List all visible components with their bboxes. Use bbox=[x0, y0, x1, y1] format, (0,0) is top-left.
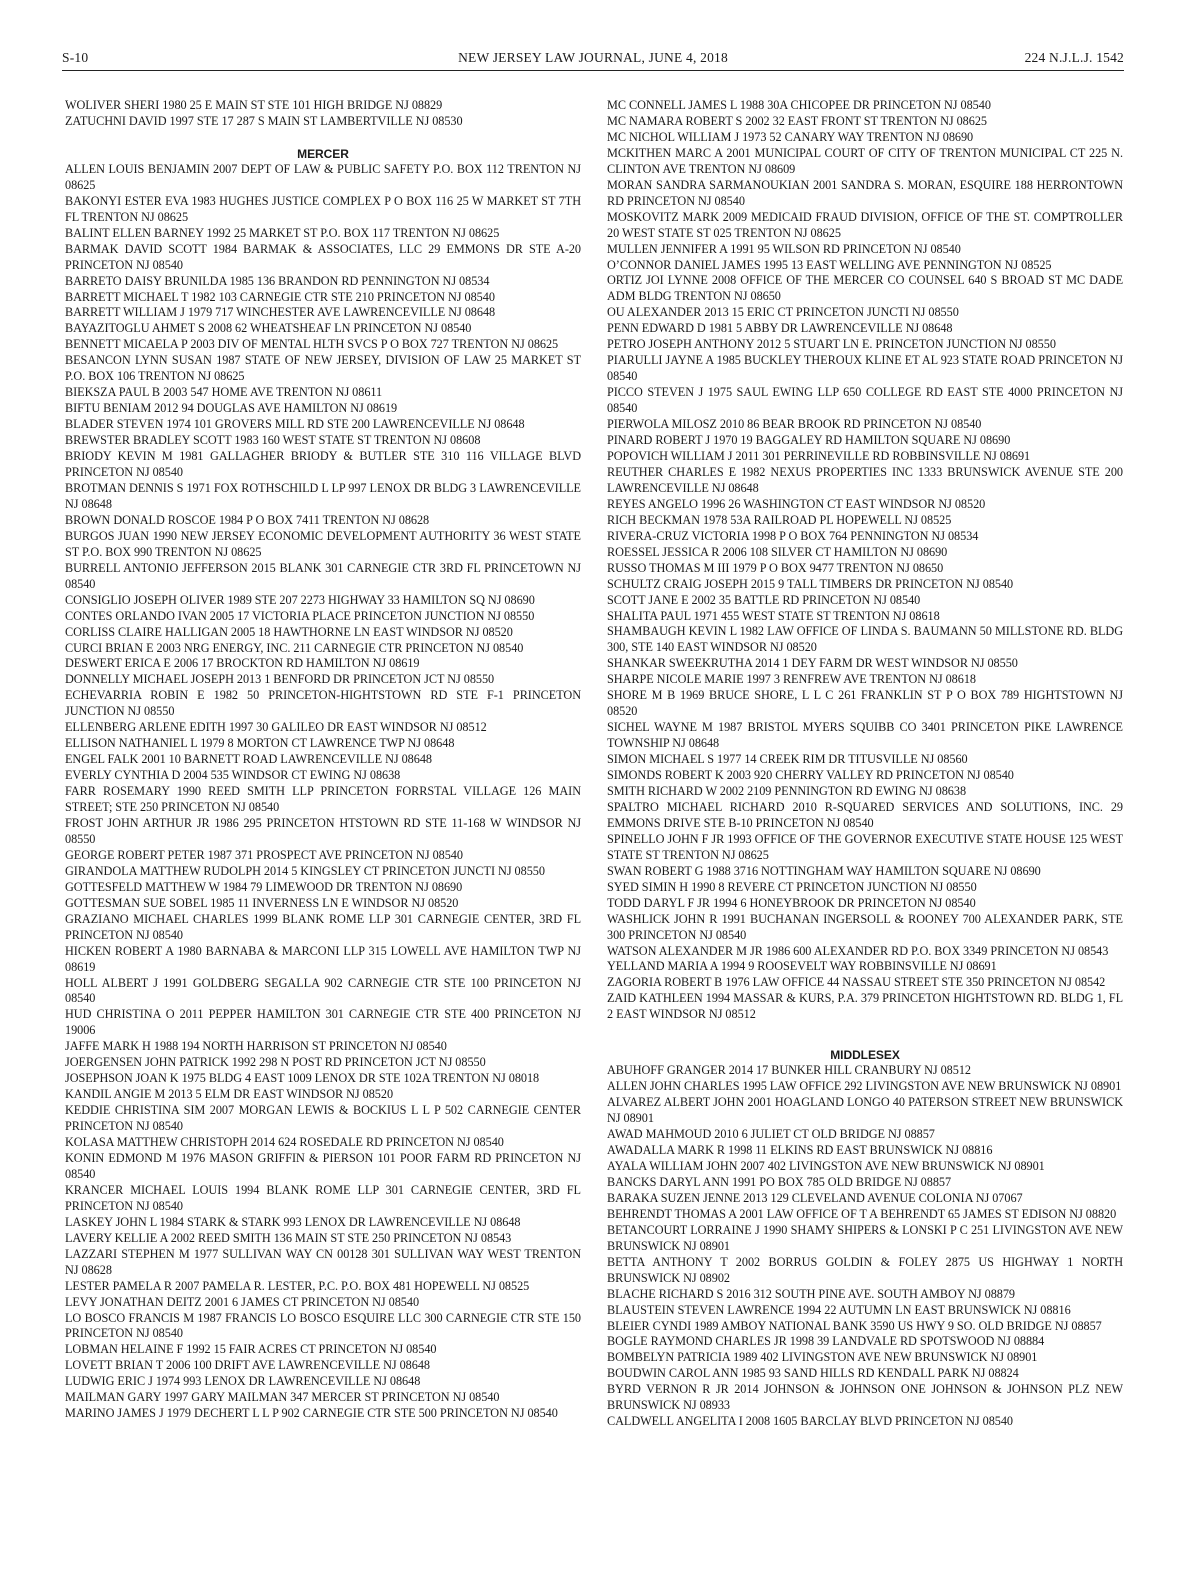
directory-entry: BOMBELYN PATRICIA 1989 402 LIVINGSTON AVE NEW BRUNSWICK NJ 08901 bbox=[607, 1350, 1038, 1365]
directory-entry: YELLAND MARIA A 1994 9 ROOSEVELT WAY ROBBINSVILLE NJ 08691 bbox=[607, 959, 997, 974]
directory-entry: POPOVICH WILLIAM J 2011 301 PERRINEVILLE RD ROBBINSVILLE NJ 08691 bbox=[607, 448, 1031, 463]
directory-entry: HICKEN ROBERT A 1980 BARNABA & MARCONI LLP 315 LOWELL AVE HAMILTON TWP NJ 08619 bbox=[65, 943, 581, 974]
directory-entry: LASKEY JOHN L 1984 STARK & STARK 993 LENOX DR LAWRENCEVILLE NJ 08648 bbox=[65, 1214, 521, 1229]
directory-entry: MC CONNELL JAMES L 1988 30A CHICOPEE DR PRINCETON NJ 08540 bbox=[607, 98, 991, 112]
directory-entry: REYES ANGELO 1996 26 WASHINGTON CT EAST WINDSOR NJ 08520 bbox=[607, 496, 986, 511]
directory-entry: SIMONDS ROBERT K 2003 920 CHERRY VALLEY RD PRINCETON NJ 08540 bbox=[607, 768, 1014, 783]
directory-entry: GEORGE ROBERT PETER 1987 371 PROSPECT AVE PRINCETON NJ 08540 bbox=[65, 847, 463, 862]
left-column bbox=[65, 98, 581, 1422]
directory-entry: BIFTU BENIAM 2012 94 DOUGLAS AVE HAMILTON NJ 08619 bbox=[65, 401, 398, 416]
directory-entry: DONNELLY MICHAEL JOSEPH 2013 1 BENFORD DR PRINCETON JCT NJ 08550 bbox=[65, 672, 495, 687]
directory-entry: LUDWIG ERIC J 1974 993 LENOX DR LAWRENCEVILLE NJ 08648 bbox=[65, 1374, 421, 1389]
directory-entry: WASHLICK JOHN R 1991 BUCHANAN INGERSOLL & ROONEY 700 ALEXANDER PARK, STE 300 PRINCETON NJ 08540 bbox=[607, 911, 1123, 942]
directory-entry: LOBMAN HELAINE F 1992 15 FAIR ACRES CT PRINCETON NJ 08540 bbox=[65, 1342, 437, 1357]
directory-entry: WOLIVER SHERI 1980 25 E MAIN ST STE 101 HIGH BRIDGE NJ 08829 bbox=[65, 98, 443, 112]
directory-entry: ZATUCHNI DAVID 1997 STE 17 287 S MAIN ST LAMBERTVILLE NJ 08530 bbox=[65, 113, 463, 128]
directory-entry: CONSIGLIO JOSEPH OLIVER 1989 STE 207 2273 HIGHWAY 33 HAMILTON SQ NJ 08690 bbox=[65, 592, 535, 607]
directory-entry: PENN EDWARD D 1981 5 ABBY DR LAWRENCEVILLE NJ 08648 bbox=[607, 321, 953, 336]
directory-entry: SHORE M B 1969 BRUCE SHORE, L L C 261 FRANKLIN ST P O BOX 789 HIGHTSTOWN NJ 08520 bbox=[607, 688, 1123, 719]
directory-entry: EVERLY CYNTHIA D 2004 535 WINDSOR CT EWING NJ 08638 bbox=[65, 768, 401, 783]
directory-entry: KONIN EDMOND M 1976 MASON GRIFFIN & PIERSON 101 POOR FARM RD PRINCETON NJ 08540 bbox=[65, 1151, 581, 1181]
directory-entry: PIERWOLA MILOSZ 2010 86 BEAR BROOK RD PRINCETON NJ 08540 bbox=[607, 417, 982, 432]
directory-entry: LO BOSCO FRANCIS M 1987 FRANCIS LO BOSCO ESQUIRE LLC 300 CARNEGIE CTR STE 150 PRINCETON NJ 08540 bbox=[65, 1310, 581, 1341]
directory-entry: BOUDWIN CAROL ANN 1985 93 SAND HILLS RD KENDALL PARK NJ 08824 bbox=[607, 1366, 1019, 1381]
directory-entry: BARRETT WILLIAM J 1979 717 WINCHESTER AVE LAWRENCEVILLE NJ 08648 bbox=[65, 305, 496, 320]
directory-entry: SYED SIMIN H 1990 8 REVERE CT PRINCETON JUNCTION NJ 08550 bbox=[607, 879, 977, 894]
directory-entry: SCOTT JANE E 2002 35 BATTLE RD PRINCETON NJ 08540 bbox=[607, 592, 921, 607]
directory-entry: MCKITHEN MARC A 2001 MUNICIPAL COURT OF CITY OF TRENTON MUNICIPAL CT 225 N. CLINTON AVE TRENTON NJ 08609 bbox=[607, 145, 1123, 176]
directory-entry: BENNETT MICAELA P 2003 DIV OF MENTAL HLTH SVCS P O BOX 727 TRENTON NJ 08625 bbox=[65, 337, 559, 352]
directory-entry: BARAKA SUZEN JENNE 2013 129 CLEVELAND AVENUE COLONIA NJ 07067 bbox=[607, 1190, 1023, 1205]
directory-entry: BROTMAN DENNIS S 1971 FOX ROTHSCHILD L LP 997 LENOX DR BLDG 3 LAWRENCEVILLE NJ 08648 bbox=[65, 480, 581, 511]
directory-entry: JAFFE MARK H 1988 194 NORTH HARRISON ST PRINCETON NJ 08540 bbox=[65, 1039, 447, 1054]
directory-entry: ECHEVARRIA ROBIN E 1982 50 PRINCETON-HIGHTSTOWN RD STE F-1 PRINCETON JUNCTION NJ 08550 bbox=[65, 688, 581, 719]
directory-entry: KRANCER MICHAEL LOUIS 1994 BLANK ROME LLP 301 CARNEGIE CENTER, 3RD FL PRINCETON NJ 08540 bbox=[65, 1182, 581, 1213]
directory-entry: MOSKOVITZ MARK 2009 MEDICAID FRAUD DIVISION, OFFICE OF THE ST. COMPTROLLER 20 WEST STATE ST 025 TRENTON NJ 08625 bbox=[607, 209, 1123, 240]
directory-entry: PINARD ROBERT J 1970 19 BAGGALEY RD HAMILTON SQUARE NJ 08690 bbox=[607, 433, 1011, 448]
directory-entry: BRIODY KEVIN M 1981 GALLAGHER BRIODY & BUTLER STE 310 116 VILLAGE BLVD PRINCETON NJ 08540 bbox=[65, 449, 581, 480]
directory-entry: BARMAK DAVID SCOTT 1984 BARMAK & ASSOCIATES, LLC 29 EMMONS DR STE A-20 PRINCETON NJ 08540 bbox=[65, 241, 581, 272]
directory-entry: OU ALEXANDER 2013 15 ERIC CT PRINCETON JUNCTI NJ 08550 bbox=[607, 305, 959, 320]
directory-entry: SICHEL WAYNE M 1987 BRISTOL MYERS SQUIBB CO 3401 PRINCETON PIKE LAWRENCE TOWNSHIP NJ 08648 bbox=[607, 720, 1123, 751]
directory-entry: BLEIER CYNDI 1989 AMBOY NATIONAL BANK 3590 US HWY 9 SO. OLD BRIDGE NJ 08857 bbox=[607, 1318, 1102, 1333]
directory-entry: MULLEN JENNIFER A 1991 95 WILSON RD PRINCETON NJ 08540 bbox=[607, 241, 961, 256]
directory-entry: HOLL ALBERT J 1991 GOLDBERG SEGALLA 902 CARNEGIE CTR STE 100 PRINCETON NJ 08540 bbox=[65, 975, 581, 1006]
directory-entry: KEDDIE CHRISTINA SIM 2007 MORGAN LEWIS & BOCKIUS L L P 502 CARNEGIE CENTER PRINCETON NJ 08540 bbox=[65, 1103, 581, 1134]
directory-entry: SHARPE NICOLE MARIE 1997 3 RENFREW AVE TRENTON NJ 08618 bbox=[607, 672, 976, 687]
directory-entry: ENGEL FALK 2001 10 BARNETT ROAD LAWRENCEVILLE NJ 08648 bbox=[65, 752, 432, 767]
directory-entry: JOERGENSEN JOHN PATRICK 1992 298 N POST RD PRINCETON JCT NJ 08550 bbox=[65, 1055, 486, 1070]
directory-entry: CALDWELL ANGELITA I 2008 1605 BARCLAY BLVD PRINCETON NJ 08540 bbox=[607, 1414, 1014, 1429]
directory-entry: AWAD MAHMOUD 2010 6 JULIET CT OLD BRIDGE NJ 08857 bbox=[607, 1127, 935, 1142]
directory-entry: BAYAZITOGLU AHMET S 2008 62 WHEATSHEAF LN PRINCETON NJ 08540 bbox=[65, 321, 472, 336]
directory-entry: BLAUSTEIN STEVEN LAWRENCE 1994 22 AUTUMN LN EAST BRUNSWICK NJ 08816 bbox=[607, 1302, 1071, 1317]
directory-entry: AYALA WILLIAM JOHN 2007 402 LIVINGSTON AVE NEW BRUNSWICK NJ 08901 bbox=[607, 1159, 1045, 1173]
directory-entry: ALVAREZ ALBERT JOHN 2001 HOAGLAND LONGO 40 PATERSON STREET NEW BRUNSWICK NJ 08901 bbox=[607, 1095, 1123, 1126]
directory-entry: LAVERY KELLIE A 2002 REED SMITH 136 MAIN ST STE 250 PRINCETON NJ 08543 bbox=[65, 1230, 512, 1245]
directory-entry: BARRETO DAISY BRUNILDA 1985 136 BRANDON RD PENNINGTON NJ 08534 bbox=[65, 273, 490, 288]
directory-entry: RICH BECKMAN 1978 53A RAILROAD PL HOPEWELL NJ 08525 bbox=[607, 512, 952, 527]
directory-entry: ZAGORIA ROBERT B 1976 LAW OFFICE 44 NASSAU STREET STE 350 PRINCETON NJ 08542 bbox=[607, 975, 1106, 990]
directory-entry: LESTER PAMELA R 2007 PAMELA R. LESTER, P.C. P.O. BOX 481 HOPEWELL NJ 08525 bbox=[65, 1278, 530, 1293]
directory-entry: BURRELL ANTONIO JEFFERSON 2015 BLANK 301 CARNEGIE CTR 3RD FL PRINCETOWN NJ 08540 bbox=[65, 560, 581, 591]
directory-entry: MORAN SANDRA SARMANOUKIAN 2001 SANDRA S. MORAN, ESQUIRE 188 HERRONTOWN RD PRINCETON NJ 08540 bbox=[607, 177, 1123, 208]
directory-entry: MAILMAN GARY 1997 GARY MAILMAN 347 MERCER ST PRINCETON NJ 08540 bbox=[65, 1390, 500, 1405]
directory-entry: ELLENBERG ARLENE EDITH 1997 30 GALILEO DR EAST WINDSOR NJ 08512 bbox=[65, 720, 487, 735]
directory-entry: REUTHER CHARLES E 1982 NEXUS PROPERTIES INC 1333 BRUNSWICK AVENUE STE 200 LAWRENCEVILLE NJ 08648 bbox=[607, 464, 1123, 495]
directory-entry: DESWERT ERICA E 2006 17 BROCKTON RD HAMILTON NJ 08619 bbox=[65, 656, 420, 671]
directory-entry: CORLISS CLAIRE HALLIGAN 2005 18 HAWTHORNE LN EAST WINDSOR NJ 08520 bbox=[65, 624, 513, 639]
directory-entry: GRAZIANO MICHAEL CHARLES 1999 BLANK ROME LLP 301 CARNEGIE CENTER, 3RD FL PRINCETON NJ 08540 bbox=[65, 911, 581, 942]
directory-entry: SHANKAR SWEEKRUTHA 2014 1 DEY FARM DR WEST WINDSOR NJ 08550 bbox=[607, 656, 1018, 671]
directory-entry: SHAMBAUGH KEVIN L 1982 LAW OFFICE OF LINDA S. BAUMANN 50 MILLSTONE RD. BLDG 300, STE 140 EAST WINDSOR NJ 08520 bbox=[607, 624, 1123, 655]
directory-entry: MC NAMARA ROBERT S 2002 32 EAST FRONT ST TRENTON NJ 08625 bbox=[607, 113, 987, 128]
directory-entry: SPINELLO JOHN F JR 1993 OFFICE OF THE GOVERNOR EXECUTIVE STATE HOUSE 125 WEST STATE ST TRENTON NJ 08625 bbox=[607, 831, 1123, 862]
directory-entry: BESANCON LYNN SUSAN 1987 STATE OF NEW JERSEY, DIVISION OF LAW 25 MARKET ST P.O. BOX 106 TRENTON NJ 08625 bbox=[65, 353, 581, 384]
directory-entry: ROESSEL JESSICA R 2006 108 SILVER CT HAMILTON NJ 08690 bbox=[607, 544, 948, 559]
directory-entry: GOTTESFELD MATTHEW W 1984 79 LIMEWOOD DR TRENTON NJ 08690 bbox=[65, 879, 463, 894]
directory-entry: AWADALLA MARK R 1998 11 ELKINS RD EAST BRUNSWICK NJ 08816 bbox=[607, 1143, 993, 1158]
directory-entry: ZAID KATHLEEN 1994 MASSAR & KURS, P.A. 379 PRINCETON HIGHTSTOWN RD. BLDG 1, FL 2 EAST WINDSOR NJ 08512 bbox=[607, 991, 1123, 1022]
directory-entry: ALLEN LOUIS BENJAMIN 2007 DEPT OF LAW & PUBLIC SAFETY P.O. BOX 112 TRENTON NJ 08625 bbox=[65, 161, 581, 192]
directory-entry: BYRD VERNON R JR 2014 JOHNSON & JOHNSON ONE JOHNSON & JOHNSON PLZ NEW BRUNSWICK NJ 08933 bbox=[607, 1382, 1123, 1413]
directory-entry: SMITH RICHARD W 2002 2109 PENNINGTON RD EWING NJ 08638 bbox=[607, 783, 967, 798]
directory-entry: BARRETT MICHAEL T 1982 103 CARNEGIE CTR STE 210 PRINCETON NJ 08540 bbox=[65, 289, 495, 304]
directory-entry: TODD DARYL F JR 1994 6 HONEYBROOK DR PRINCETON NJ 08540 bbox=[607, 895, 976, 910]
directory-entry: FARR ROSEMARY 1990 REED SMITH LLP PRINCETON FORRSTAL VILLAGE 126 MAIN STREET; STE 250 PRINCETON NJ 08540 bbox=[65, 784, 581, 815]
directory-entry: SHALITA PAUL 1971 455 WEST STATE ST TRENTON NJ 08618 bbox=[607, 608, 940, 623]
directory-entry: KANDIL ANGIE M 2013 5 ELM DR EAST WINDSOR NJ 08520 bbox=[65, 1087, 394, 1102]
directory-entry: PIARULLI JAYNE A 1985 BUCKLEY THEROUX KLINE ET AL 923 STATE ROAD PRINCETON NJ 08540 bbox=[607, 353, 1123, 384]
directory-entry: BLACHE RICHARD S 2016 312 SOUTH PINE AVE. SOUTH AMBOY NJ 08879 bbox=[607, 1286, 1015, 1301]
directory-entry: LAZZARI STEPHEN M 1977 SULLIVAN WAY CN 00128 301 SULLIVAN WAY WEST TRENTON NJ 08628 bbox=[65, 1246, 581, 1277]
directory-entry: MARINO JAMES J 1979 DECHERT L L P 902 CARNEGIE CTR STE 500 PRINCETON NJ 08540 bbox=[65, 1406, 558, 1421]
directory-entry: BROWN DONALD ROSCOE 1984 P O BOX 7411 TRENTON NJ 08628 bbox=[65, 512, 430, 527]
directory-entry: BALINT ELLEN BARNEY 1992 25 MARKET ST P.O. BOX 117 TRENTON NJ 08625 bbox=[65, 225, 500, 240]
directory-entry: BIEKSZA PAUL B 2003 547 HOME AVE TRENTON NJ 08611 bbox=[65, 385, 383, 400]
directory-entry: KOLASA MATTHEW CHRISTOPH 2014 624 ROSEDALE RD PRINCETON NJ 08540 bbox=[65, 1135, 504, 1150]
directory-entry: SPALTRO MICHAEL RICHARD 2010 R-SQUARED SERVICES AND SOLUTIONS, INC. 29 EMMONS DRIVE STE B-10 PRINCETON NJ 08540 bbox=[607, 799, 1123, 830]
page-label: S-10 bbox=[62, 50, 89, 65]
directory-entry: BANCKS DARYL ANN 1991 PO BOX 785 OLD BRIDGE NJ 08857 bbox=[607, 1174, 952, 1189]
directory-entry: SWAN ROBERT G 1988 3716 NOTTINGHAM WAY HAMILTON SQUARE NJ 08690 bbox=[607, 863, 1041, 878]
publication-title: NEW JERSEY LAW JOURNAL, JUNE 4, 2018 bbox=[458, 50, 728, 65]
directory-entry: RIVERA-CRUZ VICTORIA 1998 P O BOX 764 PENNINGTON NJ 08534 bbox=[607, 528, 979, 543]
directory-entry: WATSON ALEXANDER M JR 1986 600 ALEXANDER RD P.O. BOX 3349 PRINCETON NJ 08543 bbox=[607, 943, 1109, 958]
directory-entry: JOSEPHSON JOAN K 1975 BLDG 4 EAST 1009 LENOX DR STE 102A TRENTON NJ 08018 bbox=[65, 1071, 540, 1086]
directory-entry: GIRANDOLA MATTHEW RUDOLPH 2014 5 KINGSLEY CT PRINCETON JUNCTI NJ 08550 bbox=[65, 863, 545, 878]
directory-entry: FROST JOHN ARTHUR JR 1986 295 PRINCETON HTSTOWN RD STE 11-168 W WINDSOR NJ 08550 bbox=[65, 815, 581, 846]
directory-entry: SCHULTZ CRAIG JOSEPH 2015 9 TALL TIMBERS DR PRINCETON NJ 08540 bbox=[607, 576, 1014, 591]
citation: 224 N.J.L.J. 1542 bbox=[1024, 50, 1124, 65]
directory-entry: MC NICHOL WILLIAM J 1973 52 CANARY WAY TRENTON NJ 08690 bbox=[607, 129, 974, 144]
county-heading-mercer: MERCER bbox=[297, 146, 349, 161]
directory-entry: LOVETT BRIAN T 2006 100 DRIFT AVE LAWRENCEVILLE NJ 08648 bbox=[65, 1358, 430, 1373]
right-column bbox=[607, 98, 1123, 1430]
directory-entry: GOTTESMAN SUE SOBEL 1985 11 INVERNESS LN E WINDSOR NJ 08520 bbox=[65, 895, 459, 910]
directory-entry: PETRO JOSEPH ANTHONY 2012 5 STUART LN E. PRINCETON JUNCTION NJ 08550 bbox=[607, 337, 1056, 352]
directory-entry: BREWSTER BRADLEY SCOTT 1983 160 WEST STATE ST TRENTON NJ 08608 bbox=[65, 433, 481, 448]
directory-entry: RUSSO THOMAS M III 1979 P O BOX 9477 TRENTON NJ 08650 bbox=[607, 560, 944, 575]
page-header bbox=[62, 48, 1124, 71]
directory-entry: ALLEN JOHN CHARLES 1995 LAW OFFICE 292 LIVINGSTON AVE NEW BRUNSWICK NJ 08901 bbox=[607, 1079, 1122, 1094]
directory-entry: CONTES ORLANDO IVAN 2005 17 VICTORIA PLACE PRINCETON JUNCTION NJ 08550 bbox=[65, 608, 535, 623]
directory-entry: BLADER STEVEN 1974 101 GROVERS MILL RD STE 200 LAWRENCEVILLE NJ 08648 bbox=[65, 417, 525, 432]
directory-entry: SIMON MICHAEL S 1977 14 CREEK RIM DR TITUSVILLE NJ 08560 bbox=[607, 752, 968, 767]
directory-entry: BURGOS JUAN 1990 NEW JERSEY ECONOMIC DEVELOPMENT AUTHORITY 36 WEST STATE ST P.O. BOX 990 TRENTON NJ 08625 bbox=[65, 528, 581, 559]
directory-entry: BAKONYI ESTER EVA 1983 HUGHES JUSTICE COMPLEX P O BOX 116 25 W MARKET ST 7TH FL TRENTON NJ 08625 bbox=[65, 193, 581, 224]
directory-entry: BEHRENDT THOMAS A 2001 LAW OFFICE OF T A BEHRENDT 65 JAMES ST EDISON NJ 08820 bbox=[607, 1206, 1117, 1221]
directory-entry: BOGLE RAYMOND CHARLES JR 1998 39 LANDVALE RD SPOTSWOOD NJ 08884 bbox=[607, 1334, 1045, 1349]
directory-entry: BETANCOURT LORRAINE J 1990 SHAMY SHIPERS & LONSKI P C 251 LIVINGSTON AVE NEW BRUNSWICK NJ 08901 bbox=[607, 1222, 1123, 1253]
county-heading-middlesex: MIDDLESEX bbox=[830, 1048, 900, 1063]
directory-entry: HUD CHRISTINA O 2011 PEPPER HAMILTON 301 CARNEGIE CTR STE 400 PRINCETON NJ 19006 bbox=[65, 1007, 581, 1038]
directory-entry: O’CONNOR DANIEL JAMES 1995 13 EAST WELLING AVE PENNINGTON NJ 08525 bbox=[607, 257, 1052, 272]
directory-entry: CURCI BRIAN E 2003 NRG ENERGY, INC. 211 CARNEGIE CTR PRINCETON NJ 08540 bbox=[65, 640, 524, 655]
directory-entry: ABUHOFF GRANGER 2014 17 BUNKER HILL CRANBURY NJ 08512 bbox=[607, 1063, 971, 1078]
directory-entry: ORTIZ JOI LYNNE 2008 OFFICE OF THE MERCER CO COUNSEL 640 S BROAD ST MC DADE ADM BLDG TRENTON NJ 08650 bbox=[607, 273, 1123, 304]
directory-entry: BETTA ANTHONY T 2002 BORRUS GOLDIN & FOLEY 2875 US HIGHWAY 1 NORTH BRUNSWICK NJ 08902 bbox=[607, 1254, 1123, 1285]
directory-entry: PICCO STEVEN J 1975 SAUL EWING LLP 650 COLLEGE RD EAST STE 4000 PRINCETON NJ 08540 bbox=[607, 385, 1123, 416]
directory-entry: LEVY JONATHAN DEITZ 2001 6 JAMES CT PRINCETON NJ 08540 bbox=[65, 1294, 420, 1309]
directory-entry: ELLISON NATHANIEL L 1979 8 MORTON CT LAWRENCE TWP NJ 08648 bbox=[65, 736, 455, 751]
